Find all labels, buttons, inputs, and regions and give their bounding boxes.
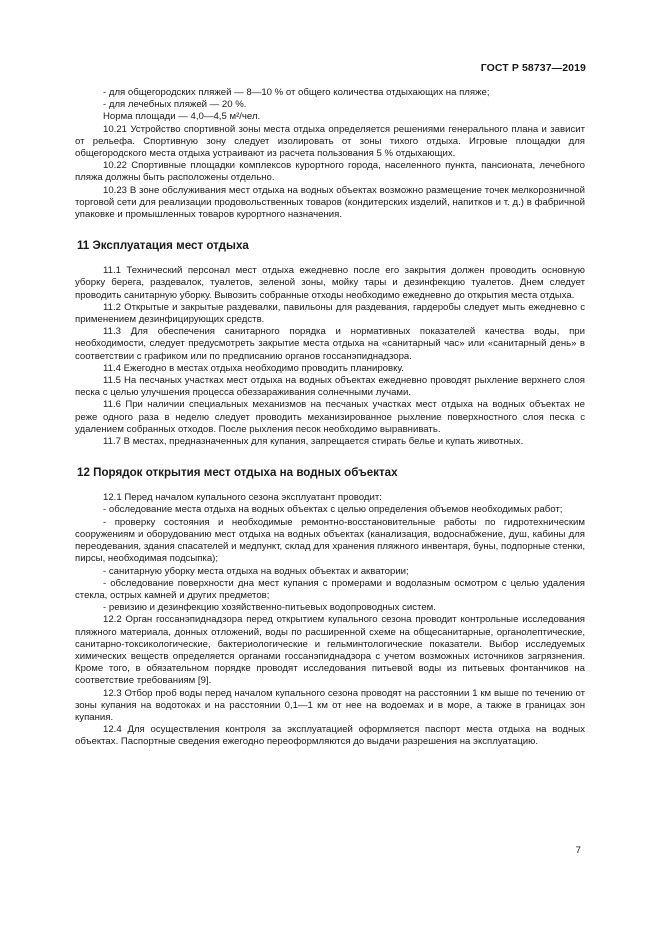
paragraph: Норма площади — 4,0—4,5 м²/чел. (103, 111, 261, 123)
paragraph: 12.4 Для осуществления контроля за эксплуатацией оформляется паспорт места отдыха на водных объектах. Паспортные сведения ежегодно переоформляются до выдачи разрешения на эксплуатацию. (75, 724, 585, 748)
paragraph: - санитарную уборку места отдыха на водных объектах и акватории; (103, 565, 409, 577)
section-heading-12: 12 Порядок открытия мест отдыха на водных объектах (77, 466, 398, 480)
paragraph: 12.2 Орган госсанэпиднадзора перед открытием купального сезона проводит контрольные исследования пляжного материала, донных отложений, воды по расширенной схеме на общесанитарные, органолептические, санитарно-токсикологические, бактериологические и гельминтологические показатели. Выбор исследуемых химических веществ определяется органами госсанэпиднадзора с учетом возможных источников загрязнения. Кроме того, в обязательном порядке проводят исследования питьевой воды из питьевых фонтанчиков на соответствие требованиям [9]. (75, 614, 585, 687)
paragraph: 12.1 Перед началом купального сезона эксплуатант проводит: (103, 492, 382, 504)
paragraph: - обследование поверхности дна мест купания с промерами и водолазным осмотром с целью удаления стекла, острых камней и других предметов; (75, 577, 585, 601)
paragraph: 10.22 Спортивные площадки комплексов курортного города, населенного пункта, пансионата, лечебного пляжа должны быть расположены отдельно. (75, 160, 585, 184)
paragraph: - ревизию и дезинфекцию хозяйственно-питьевых водопроводных систем. (103, 602, 436, 614)
paragraph: 10.23 В зоне обслуживания мест отдыха на водных объектах возможно размещение точек мелкорозничной торговой сети для реализации продовольственных товаров (кондитерских изделий, напитков и т. д.) в фабричной упаковке и промышленных товаров курортного назначения. (75, 184, 585, 221)
paragraph: 11.4 Ежегодно в местах отдыха необходимо проводить планировку. (103, 362, 404, 374)
paragraph: 11.2 Открытые и закрытые раздевалки, павильоны для раздевания, гардеробы следует мыть ежедневно с применением дезинфицирующих средств. (75, 301, 585, 326)
paragraph: - проверку состояния и необходимые ремонтно-восстановительные работы по гидротехническим сооружениям и оборудованию мест отдыха на водных объектах (канализация, водоснабжение, душ, кабины для переодевания, здания спасателей и медпункт, склад для хранения пляжного инвентаря, буны, подпорные стенки, пирсы, необходимая подсыпка); (75, 516, 585, 565)
paragraph: - обследование места отдыха на водных объектах с целью определения объемов необходимых работ; (103, 504, 563, 516)
section-heading-11: 11 Эксплуатация мест отдыха (77, 239, 249, 253)
page-number: 7 (575, 845, 581, 856)
paragraph: 10.21 Устройство спортивной зоны места отдыха определяется решениями генерального плана и зависит от рельефа. Спортивную зону следует изолировать от зоны тихого отдыха. Игровые площадки для общегородского места отдыха устраивают из расчета пользования 5 % отдыхающих. (75, 123, 585, 160)
paragraph: - для лечебных пляжей — 20 %. (103, 99, 247, 111)
paragraph: 11.6 При наличии специальных механизмов на песчаных участках мест отдыха на водных объектах не реже одного раза в неделю следует проводить механизированное рыхление поверхностного слоя песка с удалением собранных отходов. После рыхления песок необходимо выравнивать. (75, 399, 585, 435)
paragraph: 12.3 Отбор проб воды перед началом купального сезона проводят на расстоянии 1 км выше по течению от зоны купания на водотоках и на расстоянии 0,1—1 км от нее на водоемах и в море, а также в границах зон купания. (75, 687, 585, 723)
paragraph: 11.5 На песчаных участках мест отдыха на водных объектах ежедневно проводят рыхление верхнего слоя песка с целью улучшения процесса обеззараживания солнечными лучами. (75, 375, 585, 399)
paragraph: 11.1 Технический персонал мест отдыха ежедневно после его закрытия должен проводить основную уборку берега, раздевалок, туалетов, зеленой зоны, мойку тары и дезинфекцию туалетов. Днем следует проводить санитарную уборку. Вывозить собранные отходы необходимо ежедневно до открытия места отдыха. (75, 265, 585, 301)
paragraph: 11.3 Для обеспечения санитарного порядка и нормативных показателей качества воды, при необходимости, следует предусмотреть закрытие места отдыха на «санитарный час» или «санитарный день» в соответствии с графиком или по предписанию органов госсанэпиднадзора. (75, 326, 585, 362)
paragraph: 11.7 В местах, предназначенных для купания, запрещается стирать белье и купать животных. (103, 436, 524, 448)
paragraph: - для общегородских пляжей — 8—10 % от общего количества отдыхающих на пляже; (103, 87, 490, 98)
document-body (75, 87, 585, 749)
standard-number: ГОСТ Р 58737—2019 (480, 62, 586, 74)
